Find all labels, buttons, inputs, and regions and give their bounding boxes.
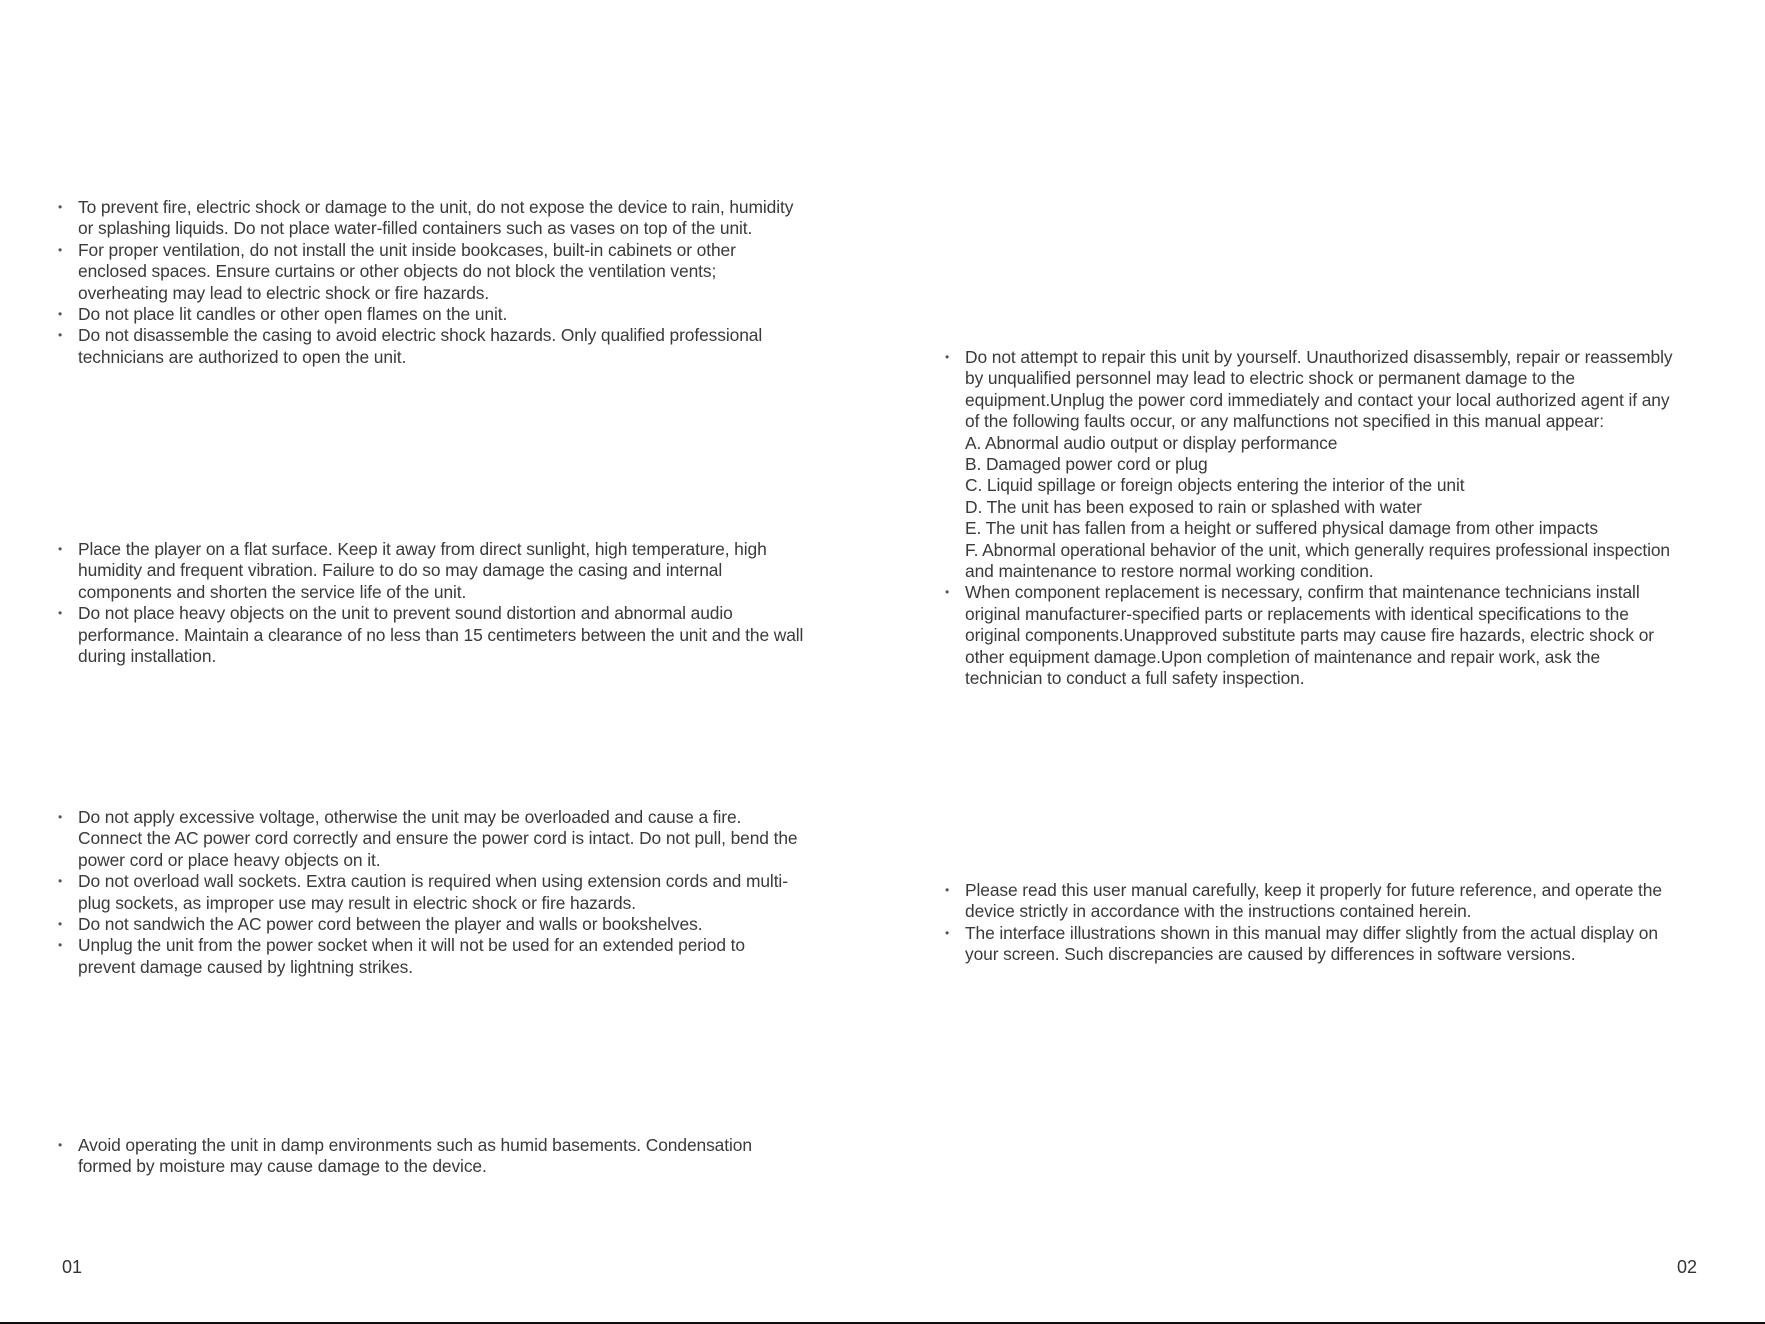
fault-item: A. Abnormal audio output or display performance	[965, 432, 1338, 453]
list-item: • Do not place lit candles or other open flames on the unit.	[58, 304, 803, 325]
list-item: • Do not place heavy objects on the unit to prevent sound distortion and abnormal audio performance. Maintain a clearance of no less than 15 centimeters between the unit and the wall during installation.	[58, 603, 813, 667]
list-item: • Place the player on a flat surface. Keep it away from direct sunlight, high temperature, high humidity and frequent vibration. Failure to do so may damage the casing and internal components and shorten the service life of the unit.	[58, 539, 813, 603]
fault-item: B. Damaged power cord or plug	[965, 454, 1208, 475]
right-section-manual-notes	[945, 880, 1680, 966]
list-item	[945, 347, 1680, 582]
list-item: • Please read this user manual carefully, keep it properly for future reference, and operate the device strictly in accordance with the instructions contained herein.	[945, 880, 1680, 923]
page-number-right: 02	[1677, 1257, 1698, 1277]
list-item: • Do not sandwich the AC power cord between the player and walls or bookshelves.	[58, 914, 803, 935]
right-section-repair	[945, 347, 1680, 690]
list-item: • For proper ventilation, do not install the unit inside bookcases, built-in cabinets or other enclosed spaces. Ensure curtains or other objects do not block the ventilation vents; overheating may lead to electric shock or fire hazards.	[58, 240, 803, 304]
fault-item: F. Abnormal operational behavior of the unit, which generally requires professional inspection and maintenance to restore normal working condition.	[965, 539, 1670, 582]
left-section-placement	[58, 539, 813, 667]
repair-intro: Do not attempt to repair this unit by yourself. Unauthorized disassembly, repair or reassembly by unqualified personnel may lead to electric shock or permanent damage to the equipment.Unplug the power cord immediately and contact your local authorized agent if any of the following faults occur, or any malfunctions not specified in this manual appear:	[965, 347, 1673, 432]
fault-item: E. The unit has fallen from a height or suffered physical damage from other impacts	[965, 518, 1598, 539]
list-item: • Unplug the unit from the power socket when it will not be used for an extended period to prevent damage caused by lightning strikes.	[58, 935, 803, 978]
list-item: • Do not apply excessive voltage, otherwise the unit may be overloaded and cause a fire. Connect the AC power cord correctly and ensure the power cord is intact. Do not pull, bend the power cord or place heavy objects on it.	[58, 807, 803, 871]
list-item: • The interface illustrations shown in this manual may differ slightly from the actual display on your screen. Such discrepancies are caused by differences in software versions.	[945, 923, 1680, 966]
list-item: • When component replacement is necessary, confirm that maintenance technicians install original manufacturer-specified parts or replacements with identical specifications to the original components.Unapproved substitute parts may cause fire hazards, electric shock or other equipment damage.Upon completion of maintenance and repair work, ask the technician to conduct a full safety inspection.	[945, 582, 1680, 689]
left-section-safety	[58, 197, 803, 368]
fault-item: C. Liquid spillage or foreign objects entering the interior of the unit	[965, 475, 1465, 496]
list-item: • Avoid operating the unit in damp environments such as humid basements. Condensation formed by moisture may cause damage to the device.	[58, 1135, 803, 1178]
left-section-humidity	[58, 1135, 803, 1178]
fault-item: D. The unit has been exposed to rain or splashed with water	[965, 496, 1422, 517]
list-item: • Do not overload wall sockets. Extra caution is required when using extension cords and multi-plug sockets, as improper use may result in electric shock or fire hazards.	[58, 871, 803, 914]
left-section-power	[58, 807, 803, 978]
list-item: • To prevent fire, electric shock or damage to the unit, do not expose the device to rain, humidity or splashing liquids. Do not place water-filled containers such as vases on top of the unit.	[58, 197, 803, 240]
page-number-left: 01	[62, 1257, 83, 1277]
list-item: • Do not disassemble the casing to avoid electric shock hazards. Only qualified professional technicians are authorized to open the unit.	[58, 325, 803, 368]
